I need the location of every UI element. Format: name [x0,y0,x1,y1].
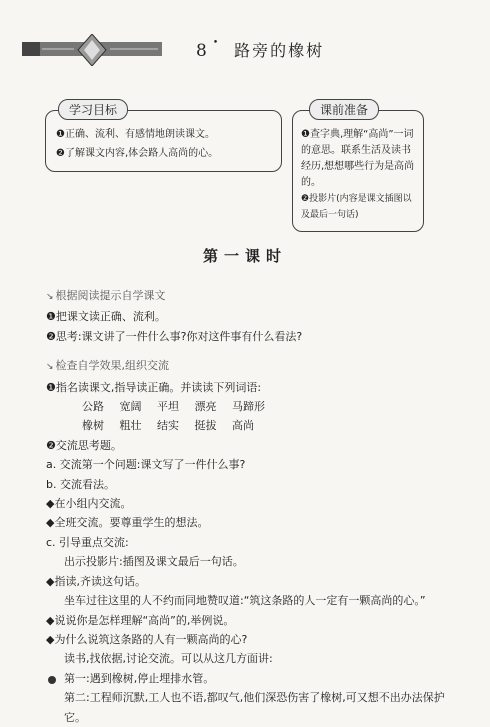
list-item: ❷交流思考题。 [46,438,122,452]
list-item: 第一:遇到橡树,停止埋排水管。 [64,671,215,685]
arrow-icon: ↘ [46,292,54,302]
learning-goals-box [45,103,282,172]
lesson-title-text: 路旁的橡树 [234,41,325,60]
lesson-number: 8 [196,41,209,61]
list-item: ◆指读,齐读这句话。 [46,574,146,588]
list-item: a. 交流第一个问题:课文写了一件什么事? [46,458,246,472]
prep-item: ❷投影片(内容是课文插图以及最后一句话) [301,194,412,220]
period-heading: 第一课时 [202,247,287,265]
list-item: 读书,找依据,讨论交流。可以从这几方面讲: [64,652,273,666]
list-item: ◆为什么说筑这条路的人有一颗高尚的心? [46,632,248,646]
page-marker-dot [48,676,56,684]
prep-item: ❶查字典,理解“高尚”一词的意思。联系生活及读书经历,想想哪些行为是高尚的。 [301,129,415,188]
goal-item: ❶正确、流利、有感情地朗读课文。 [56,129,215,140]
list-item: c. 引导重点交流: [46,535,129,549]
page-title [196,38,324,61]
header-banner [22,34,162,66]
list-item: ❷思考:课文讲了一件什么事?你对这件事有什么看法? [46,329,303,343]
list-item: ❶指名读课文,指导读正确。并读读下列词语: [46,380,262,394]
section-heading-2 [46,356,466,377]
section-heading-text: 根据阅读提示自学课文 [55,289,166,302]
list-item: ◆全班交流。要尊重学生的想法。 [46,516,209,530]
preparation-box [292,103,424,232]
list-item: b. 交流看法。 [46,477,115,491]
list-item: ◆说说你是怎样理解“高尚”的,举例说。 [46,613,235,627]
vocabulary-row: 橡树 粗壮 结实 挺拔 高尚 [82,419,254,433]
dot-icon: • [212,38,221,48]
section-heading-text: 检查自学效果,组织交流 [55,359,170,373]
arrow-icon: ↘ [46,362,54,373]
goal-item: ❷了解课文内容,体会路人高尚的心。 [56,148,219,159]
list-item: ❶把课文读正确、流利。 [46,310,166,324]
list-item: 出示投影片:插图及课文最后一句话。 [64,555,244,569]
vocabulary-row: 公路 宽阔 平坦 漂亮 马蹄形 [82,400,265,414]
learning-goals-tab: 学习目标 [58,99,128,120]
list-item: ◆在小组内交流。 [46,497,132,511]
preparation-tab: 课前准备 [309,99,379,120]
list-item: 坐车过往这里的人不约而同地赞叹道:“筑这条路的人一定有一颗高尚的心。” [64,594,426,608]
lesson-content [46,282,466,727]
section-heading-1 [46,286,466,307]
list-item: 第二:工程师沉默,工人也不语,都叹气,他们深恐伤害了橡树,可又想不出办法保护它。 [64,691,445,724]
